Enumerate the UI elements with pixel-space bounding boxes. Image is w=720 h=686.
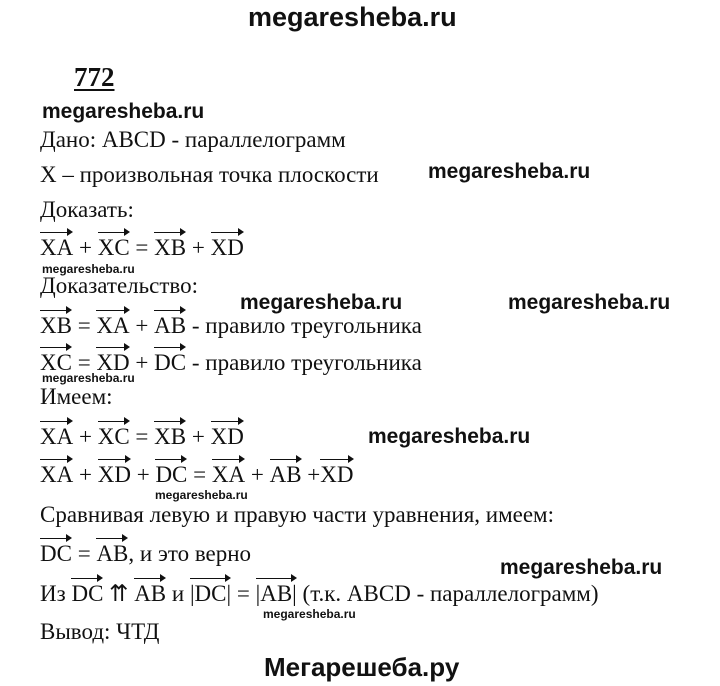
footer-brand: Мегарешеба.ру: [264, 652, 460, 682]
watermark: megaresheba.ru: [42, 371, 135, 385]
watermark: megaresheba.ru: [155, 488, 248, 502]
watermark: megaresheba.ru: [508, 291, 671, 314]
equation-have-2: XA + XD + DC = XA + AB +XD: [40, 462, 354, 487]
proof-label: Доказательство:: [40, 273, 199, 298]
given-line: Дано: ABCD - параллелограмм: [40, 127, 346, 152]
compare-line: Сравнивая левую и правую части уравнения, имеем:: [40, 502, 554, 527]
watermark-top: megaresheba.ru: [248, 2, 457, 32]
vector-xd: XD: [210, 235, 244, 260]
equation-dc-ab: DC = AB, и это верно: [40, 541, 252, 566]
equation-to-prove: XA + XC = XB + XD: [40, 235, 244, 260]
codirectional-line: Из DC ⇈ AB и |DC| = |AB| (т.к. ABCD - параллелограмм): [40, 581, 599, 606]
watermark: megaresheba.ru: [428, 160, 591, 183]
watermark: megaresheba.ru: [42, 100, 205, 123]
vector-xb: XB: [154, 235, 187, 260]
problem-number: 772: [74, 62, 115, 92]
vector-xc: XC: [97, 235, 130, 260]
point-x-line: X – произвольная точка плоскости: [40, 162, 379, 187]
watermark: megaresheba.ru: [42, 262, 135, 276]
watermark: megaresheba.ru: [368, 425, 531, 448]
prove-label: Доказать:: [40, 197, 134, 222]
conclusion-line: Вывод: ЧТД: [40, 619, 160, 644]
equation-xc: XC = XD + DC - правило треугольника: [40, 350, 422, 375]
watermark: megaresheba.ru: [500, 556, 663, 579]
equation-have-1: XA + XC = XB + XD: [40, 424, 244, 449]
equation-xb: XB = XA + AB - правило треугольника: [40, 313, 422, 338]
watermark: megaresheba.ru: [263, 607, 356, 621]
have-label: Имеем:: [40, 384, 113, 409]
vector-xa: XA: [40, 235, 74, 260]
watermark: megaresheba.ru: [240, 291, 403, 314]
